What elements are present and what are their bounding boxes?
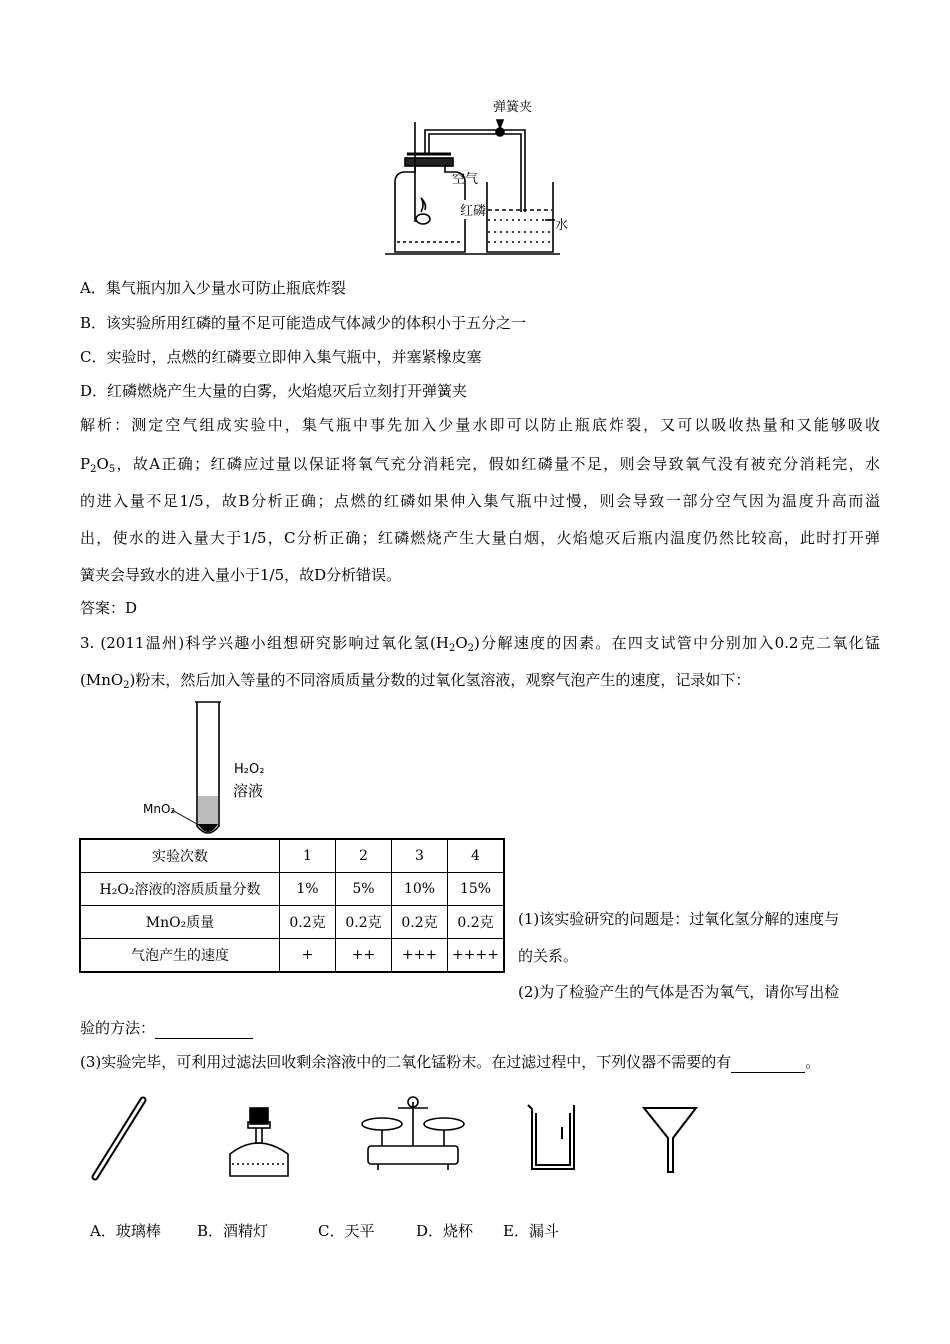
h2o2-label: H₂O₂ bbox=[234, 762, 265, 777]
sub-question-1-b: 的关系。 bbox=[518, 947, 579, 965]
option-funnel: E．漏斗 bbox=[503, 1222, 559, 1240]
q3-line-2: (MnO$_2$)粉末，然后加入等量的不同溶质质量分数的过氧化氢溶液，观察气泡产生的速度，记录如下： bbox=[80, 671, 751, 691]
answer-blank-instruments[interactable] bbox=[731, 1052, 805, 1073]
analysis-line-1: 解析：测定空气组成实验中，集气瓶中事先加入少量水即可以防止瓶底炸裂，又可以吸收热量和又能够吸收 bbox=[80, 416, 880, 434]
beaker-icon bbox=[522, 1095, 582, 1175]
option-a: A．集气瓶内加入少量水可防止瓶底炸裂 bbox=[80, 279, 346, 297]
analysis-line-4: 出，使水的进入量大于1/5，C分析正确；红磷燃烧产生大量白烟，火焰熄灭后瓶内温度仍然比较高，此时打开弹 bbox=[80, 529, 880, 547]
funnel-icon bbox=[640, 1100, 700, 1175]
option-beaker: D．烧杯 bbox=[416, 1222, 474, 1240]
water-label: 水 bbox=[555, 218, 569, 233]
option-balance: C．天平 bbox=[318, 1222, 375, 1240]
answer-blank-method[interactable] bbox=[155, 1018, 253, 1039]
option-b: B．该实验所用红磷的量不足可能造成气体减少的体积小于五分之一 bbox=[80, 314, 527, 332]
red-phosphorus-label: 红磷 bbox=[460, 200, 486, 219]
option-d: D．红磷燃烧产生大量的白雾，火焰熄灭后立刻打开弹簧夹 bbox=[80, 382, 468, 400]
table-row: 实验次数 1 2 3 4 bbox=[80, 839, 504, 873]
option-glass-rod: A．玻璃棒 bbox=[90, 1222, 161, 1240]
q3-line-1: 3. (2011温州)科学兴趣小组想研究影响过氧化氢$(H_2O_2)$分解速度的因素。在四支试管中分别加入0.2克二氧化锰 bbox=[80, 634, 880, 654]
glass-rod-icon bbox=[85, 1095, 155, 1185]
experiment-table bbox=[79, 838, 505, 973]
sub-question-1-a: (1)该实验研究的问题是：过氧化氢分解的速度与 bbox=[518, 910, 840, 928]
table-row: 气泡产生的速度 + ++ +++ ++++ bbox=[80, 939, 504, 973]
alcohol-lamp-icon bbox=[218, 1098, 298, 1178]
solution-label: 溶液 bbox=[233, 782, 264, 800]
spring-clip-label: 弹簧夹 bbox=[493, 100, 533, 115]
answer: 答案：D bbox=[80, 599, 138, 617]
table-row: H₂O₂溶液的溶质质量分数 1% 5% 10% 15% bbox=[80, 873, 504, 906]
mno2-pointer-line bbox=[170, 808, 210, 833]
option-alcohol-lamp: B．酒精灯 bbox=[197, 1222, 269, 1240]
analysis-line-5: 簧夹会导致水的进入量小于1/5，故D分析错误。 bbox=[80, 566, 402, 584]
table-row: MnO₂质量 0.2克 0.2克 0.2克 0.2克 bbox=[80, 906, 504, 939]
balance-scale-icon bbox=[358, 1090, 468, 1175]
air-label: 空气 bbox=[452, 172, 479, 187]
mno2-label: MnO₂ bbox=[143, 802, 176, 816]
analysis-line-3: 的进入量不足1/5，故B分析正确；点燃的红磷如果伸入集气瓶中过慢，则会导致一部分空气因为温度升高而溢 bbox=[80, 492, 880, 510]
analysis-line-2: $P_2O_5$，故A正确；红磷应过量以保证将氧气充分消耗完，假如红磷量不足，则会导致氧气没有被充分消耗完，水 bbox=[80, 455, 880, 475]
sub-question-3: (3)实验完毕，可利用过滤法回收剩余溶液中的二氧化锰粉末。在过滤过程中，下列仪器不需要的有 。 bbox=[80, 1053, 821, 1071]
sub-question-2-a: (2)为了检验产生的气体是否为氧气，请你写出检 bbox=[518, 983, 840, 1001]
option-c: C．实验时，点燃的红磷要立即伸入集气瓶中，并塞紧橡皮塞 bbox=[80, 348, 482, 366]
sub-question-2-b: 验的方法： bbox=[80, 1018, 880, 1039]
